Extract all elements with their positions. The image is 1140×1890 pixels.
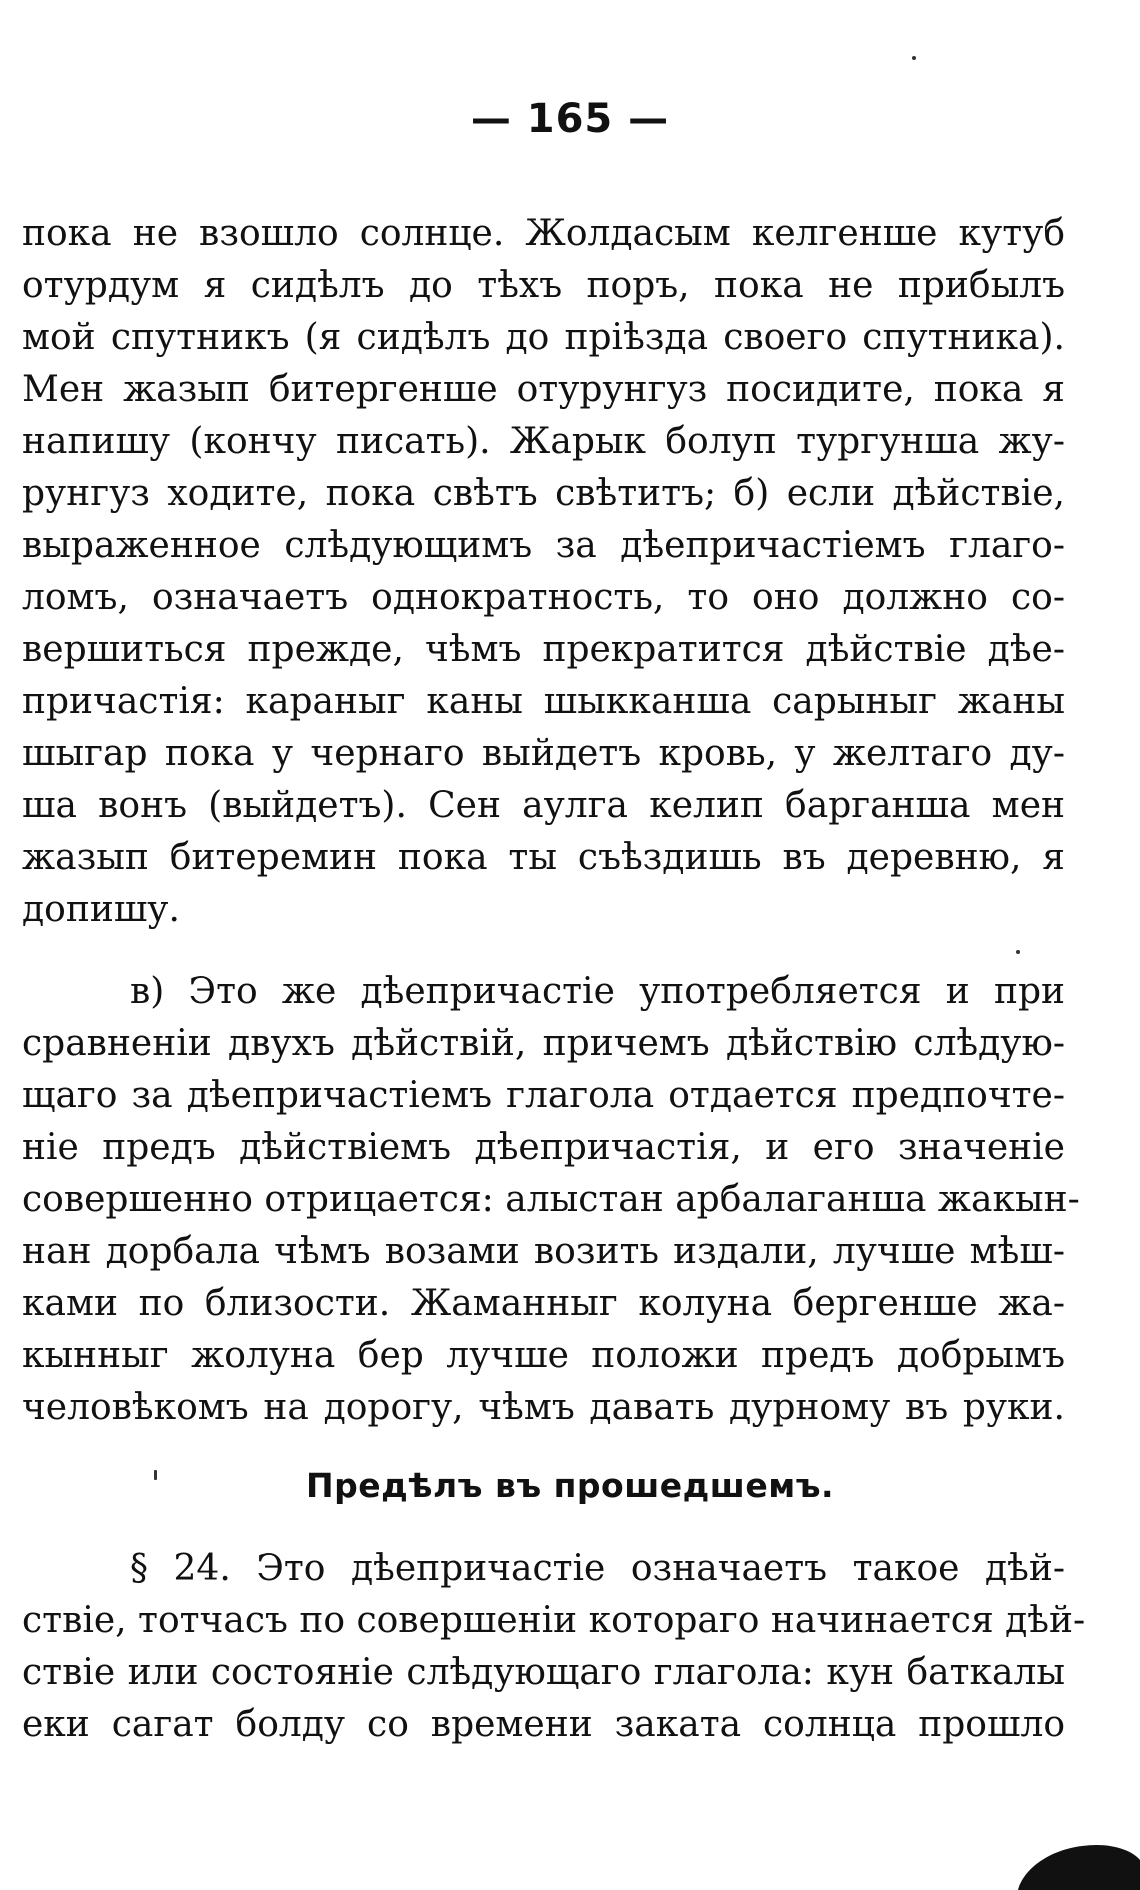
text-line: ша вонъ (выйдетъ). Сен аулга келип барганша мен: [22, 785, 1065, 826]
text-line: ками по близости. Жаманныг колуна бергенше жа-: [22, 1283, 1065, 1324]
scan-speck: [154, 1470, 157, 1480]
text-line: напишу (кончу писать). Жарык болуп тургунша жу-: [22, 421, 1065, 462]
scan-speck: [1016, 950, 1020, 954]
text-line: сравненіи двухъ дѣйствій, причемъ дѣйствію слѣдую-: [22, 1023, 1065, 1064]
scan-speck: [912, 56, 916, 60]
text-line: мой спутникъ (я сидѣлъ до пріѣзда своего спутника).: [22, 317, 1065, 358]
text-line: ніе предъ дѣйствіемъ дѣепричастія, и его значеніе: [22, 1127, 1065, 1168]
section-heading: Предѣлъ въ прошедшемъ.: [305, 1466, 835, 1505]
text-line: ствіе, тотчасъ по совершеніи котораго начинается дѣй-: [22, 1600, 1086, 1641]
text-line: Мен жазып битергенше отурунгуз посидите, пока я: [22, 369, 1065, 410]
text-line: кынныг жолуна бер лучше положи предъ добрымъ: [22, 1335, 1065, 1376]
text-line: нан дорбала чѣмъ возами возить издали, лучше мѣш-: [22, 1231, 1065, 1272]
text-line: жазып битеремин пока ты съѣздишь въ деревню, я: [22, 837, 1065, 878]
text-line: рунгуз ходите, пока свѣтъ свѣтитъ; б) если дѣйствіе,: [22, 473, 1065, 514]
text-line: пока не взошло солнце. Жолдасым келгенше кутуб: [22, 213, 1065, 254]
text-line: щаго за дѣепричастіемъ глагола отдается предпочте-: [22, 1075, 1065, 1116]
text-line: выраженное слѣдующимъ за дѣепричастіемъ глаго-: [22, 525, 1065, 566]
text-line: § 24. Это дѣепричастіе означаетъ такое дѣй-: [130, 1548, 1065, 1589]
paragraph-1: [22, 208, 1065, 936]
text-line: допишу.: [22, 889, 180, 930]
ink-blot-icon: [1010, 1820, 1140, 1890]
paragraph-2: [22, 966, 1080, 1434]
text-line: ломъ, означаетъ однократность, то оно должно со-: [22, 577, 1065, 618]
text-line: отурдум я сидѣлъ до тѣхъ поръ, пока не прибылъ: [22, 265, 1065, 306]
text-line: в) Это же дѣепричастіе употребляется и при: [130, 971, 1065, 1012]
text-line: человѣкомъ на дорогу, чѣмъ давать дурному въ руки.: [22, 1387, 1065, 1428]
text-line: ствіе или состояніе слѣдующаго глагола: кун баткалы: [22, 1652, 1065, 1693]
text-line: совершенно отрицается: алыстан арбалаганша жакын-: [22, 1179, 1080, 1220]
text-line: еки сагат болду со времени заката солнца прошло: [22, 1704, 1065, 1745]
text-line: шыгар пока у чернаго выйдетъ кровь, у желтаго ду-: [22, 733, 1065, 774]
paragraph-3: [22, 1543, 1086, 1751]
page-number: — 165 —: [470, 96, 670, 142]
text-line: причастія: караныг каны шыкканша сарыныг жаны: [22, 681, 1065, 722]
text-line: вершиться прежде, чѣмъ прекратится дѣйствіе дѣе-: [22, 629, 1065, 670]
